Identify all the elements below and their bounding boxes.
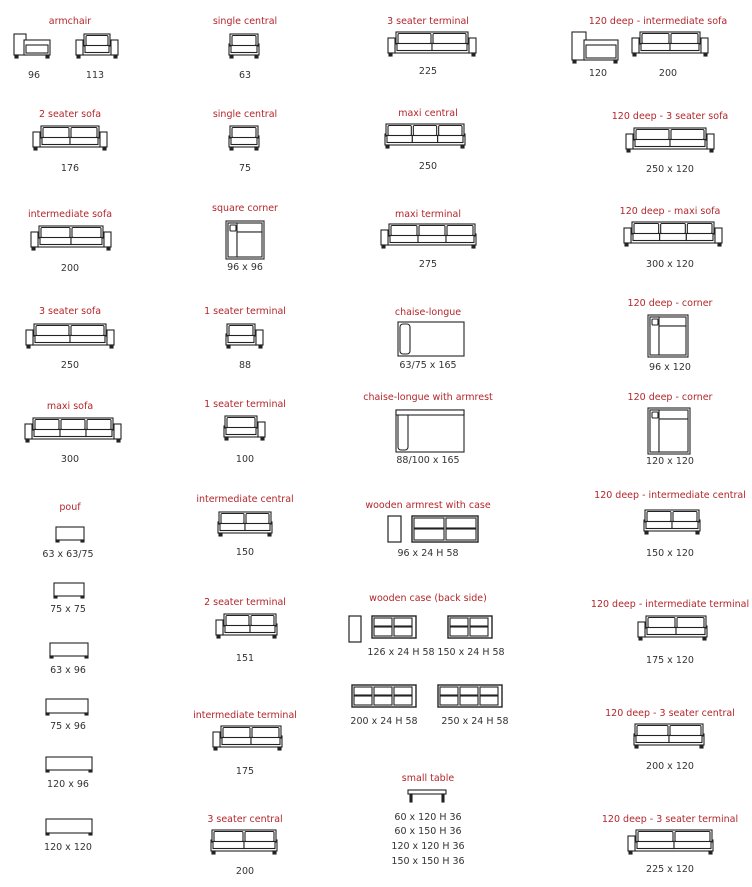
intermediate-sofa-drawing [29,224,113,254]
dim-120-deep-3-seater-central: 200 x 120 [646,761,694,772]
title-intermediate-terminal: intermediate terminal [193,710,297,721]
dim-120-deep-intermediate-central: 150 x 120 [646,548,694,559]
title-pouf: pouf [59,502,81,513]
wooden-case-side-drawing [347,614,365,644]
deep-intermediate-sofa-front-drawing [630,30,710,60]
dim-chaise-longue: 63/75 x 165 [399,360,457,371]
title-maxi-sofa: maxi sofa [46,401,94,412]
maxi-sofa-drawing [23,416,123,446]
dim-1-seater-terminal-88: 88 [238,360,252,371]
dim-3-seater-terminal: 225 [418,66,438,77]
wooden-armrest-case-drawing [386,514,482,546]
chaise-longue-armrest-drawing [394,408,466,454]
dim-armchair-front: 113 [85,70,105,81]
title-120-deep-3-seater: 120 deep - 3 seater sofa [611,111,729,122]
dim-120-deep-corner-120: 120 x 120 [646,456,694,467]
dim-wooden-case-200: 200 x 24 H 58 [350,716,418,727]
title-square-corner: square corner [212,203,278,214]
title-120-deep-3-seater-terminal: 120 deep - 3 seater terminal [601,814,739,825]
title-120-deep-intermediate-terminal: 120 deep - intermediate terminal [590,599,750,610]
dim-pouf-4: 75 x 96 [50,721,86,732]
one-seater-terminal-100-drawing [222,414,267,444]
dim-2-seater-terminal: 151 [235,653,255,664]
title-3-seater-sofa: 3 seater sofa [38,306,102,317]
dim-maxi-terminal: 275 [418,259,438,270]
armchair-front-drawing [74,32,120,62]
dim-single-central-63: 63 [238,70,252,81]
deep-corner-120-drawing [646,406,692,456]
pouf-drawing-3 [48,641,90,661]
wooden-case-126-drawing [370,614,418,642]
wooden-case-200-drawing [350,683,418,711]
pouf-drawing-2 [52,581,86,601]
dim-120-deep-corner-96: 96 x 120 [649,362,691,373]
dim-120-deep-intermediate-terminal: 175 x 120 [646,655,694,666]
title-120-deep-corner-96: 120 deep - corner [627,298,713,309]
single-central-63-drawing [227,32,261,62]
intermediate-central-drawing [216,510,274,540]
title-120-deep-intermediate-sofa: 120 deep - intermediate sofa [588,16,728,27]
dim-maxi-sofa: 300 [60,454,80,465]
dim-square-corner: 96 x 96 [227,262,263,273]
dim-single-central-75: 75 [238,163,252,174]
dim-120-deep-intermediate-front: 200 [658,68,678,79]
title-3-seater-central: 3 seater central [207,814,283,825]
dim-120-deep-3-seater-terminal: 225 x 120 [646,864,694,875]
dim-wooden-case-250: 250 x 24 H 58 [441,716,509,727]
chaise-longue-drawing [396,320,466,358]
deep-maxi-drawing [622,220,724,250]
title-120-deep-corner-120: 120 deep - corner [627,392,713,403]
title-wooden-case: wooden case (back side) [369,593,487,604]
dim-2-seater-sofa: 176 [60,163,80,174]
title-1-seater-terminal-88: 1 seater terminal [204,306,286,317]
deep-three-seater-central-drawing [632,722,706,752]
title-intermediate-central: intermediate central [196,494,294,505]
dim-small-table-1: 60 x 120 H 36 [394,812,462,823]
two-seater-sofa-drawing [31,124,109,154]
one-seater-terminal-88-drawing [224,322,265,352]
title-maxi-terminal: maxi terminal [394,209,462,220]
dim-wooden-armrest-case: 96 x 24 H 58 [397,548,459,559]
three-seater-sofa-drawing [24,322,116,352]
three-seater-terminal-drawing [386,30,478,60]
dim-pouf-1: 63 x 63/75 [42,549,94,560]
dim-pouf-2: 75 x 75 [50,604,86,615]
dim-armchair-side: 96 [27,70,41,81]
dim-wooden-case-126: 126 x 24 H 58 [367,647,435,658]
pouf-drawing-5 [44,755,94,775]
dim-intermediate-sofa: 200 [60,263,80,274]
title-intermediate-sofa: intermediate sofa [27,209,113,220]
dim-120-deep-intermediate-side: 120 [588,68,608,79]
dim-small-table-4: 150 x 150 H 36 [391,856,465,867]
deep-three-seater-drawing [624,126,716,156]
dim-120-deep-3-seater: 250 x 120 [646,164,694,175]
dim-120-deep-maxi: 300 x 120 [646,259,694,270]
title-120-deep-3-seater-central: 120 deep - 3 seater central [605,708,735,719]
title-single-central-75: single central [212,109,278,120]
dim-3-seater-central: 200 [235,866,255,877]
dim-1-seater-terminal-100: 100 [235,454,255,465]
title-3-seater-terminal: 3 seater terminal [387,16,469,27]
small-table-drawing [406,788,448,804]
title-maxi-central: maxi central [398,108,458,119]
title-chaise-longue: chaise-longue [394,307,462,318]
title-chaise-longue-armrest: chaise-longue with armrest [363,392,493,403]
title-wooden-armrest-case: wooden armrest with case [365,500,491,511]
deep-intermediate-central-drawing [642,508,702,538]
title-120-deep-intermediate-central: 120 deep - intermediate central [594,490,746,501]
dim-3-seater-sofa: 250 [60,360,80,371]
dim-pouf-6: 120 x 120 [44,842,92,853]
deep-intermediate-terminal-drawing [636,614,709,644]
title-1-seater-terminal-100: 1 seater terminal [204,399,286,410]
dim-pouf-3: 63 x 96 [50,665,86,676]
title-2-seater-terminal: 2 seater terminal [204,597,286,608]
title-120-deep-maxi: 120 deep - maxi sofa [619,206,721,217]
pouf-drawing-4 [44,697,90,718]
wooden-case-250-drawing [436,683,504,711]
dim-wooden-case-150: 150 x 24 H 58 [437,647,505,658]
maxi-terminal-drawing [379,222,478,252]
dim-chaise-longue-armrest: 88/100 x 165 [396,455,460,466]
dim-intermediate-central: 150 [235,547,255,558]
pouf-drawing-6 [44,817,94,838]
wooden-case-150-drawing [446,614,494,642]
three-seater-central-drawing [209,828,279,858]
dim-small-table-3: 120 x 120 H 36 [391,841,465,852]
dim-maxi-central: 250 [418,161,438,172]
dim-small-table-2: 60 x 150 H 36 [394,826,462,837]
maxi-central-drawing [383,122,467,152]
deep-intermediate-sofa-side-drawing [570,30,622,66]
deep-corner-96-drawing [646,313,690,359]
title-single-central-63: single central [212,16,278,27]
title-armchair: armchair [48,16,92,27]
dim-pouf-5: 120 x 96 [47,779,89,790]
square-corner-drawing [224,219,266,261]
single-central-75-drawing [227,124,261,154]
title-2-seater-sofa: 2 seater sofa [38,109,102,120]
title-small-table: small table [401,773,455,784]
pouf-drawing-1 [54,525,86,545]
two-seater-terminal-drawing [214,612,279,642]
intermediate-terminal-drawing [211,724,284,754]
deep-three-seater-terminal-drawing [626,828,715,858]
armchair-side-drawing [12,32,54,62]
dim-intermediate-terminal: 175 [235,766,255,777]
